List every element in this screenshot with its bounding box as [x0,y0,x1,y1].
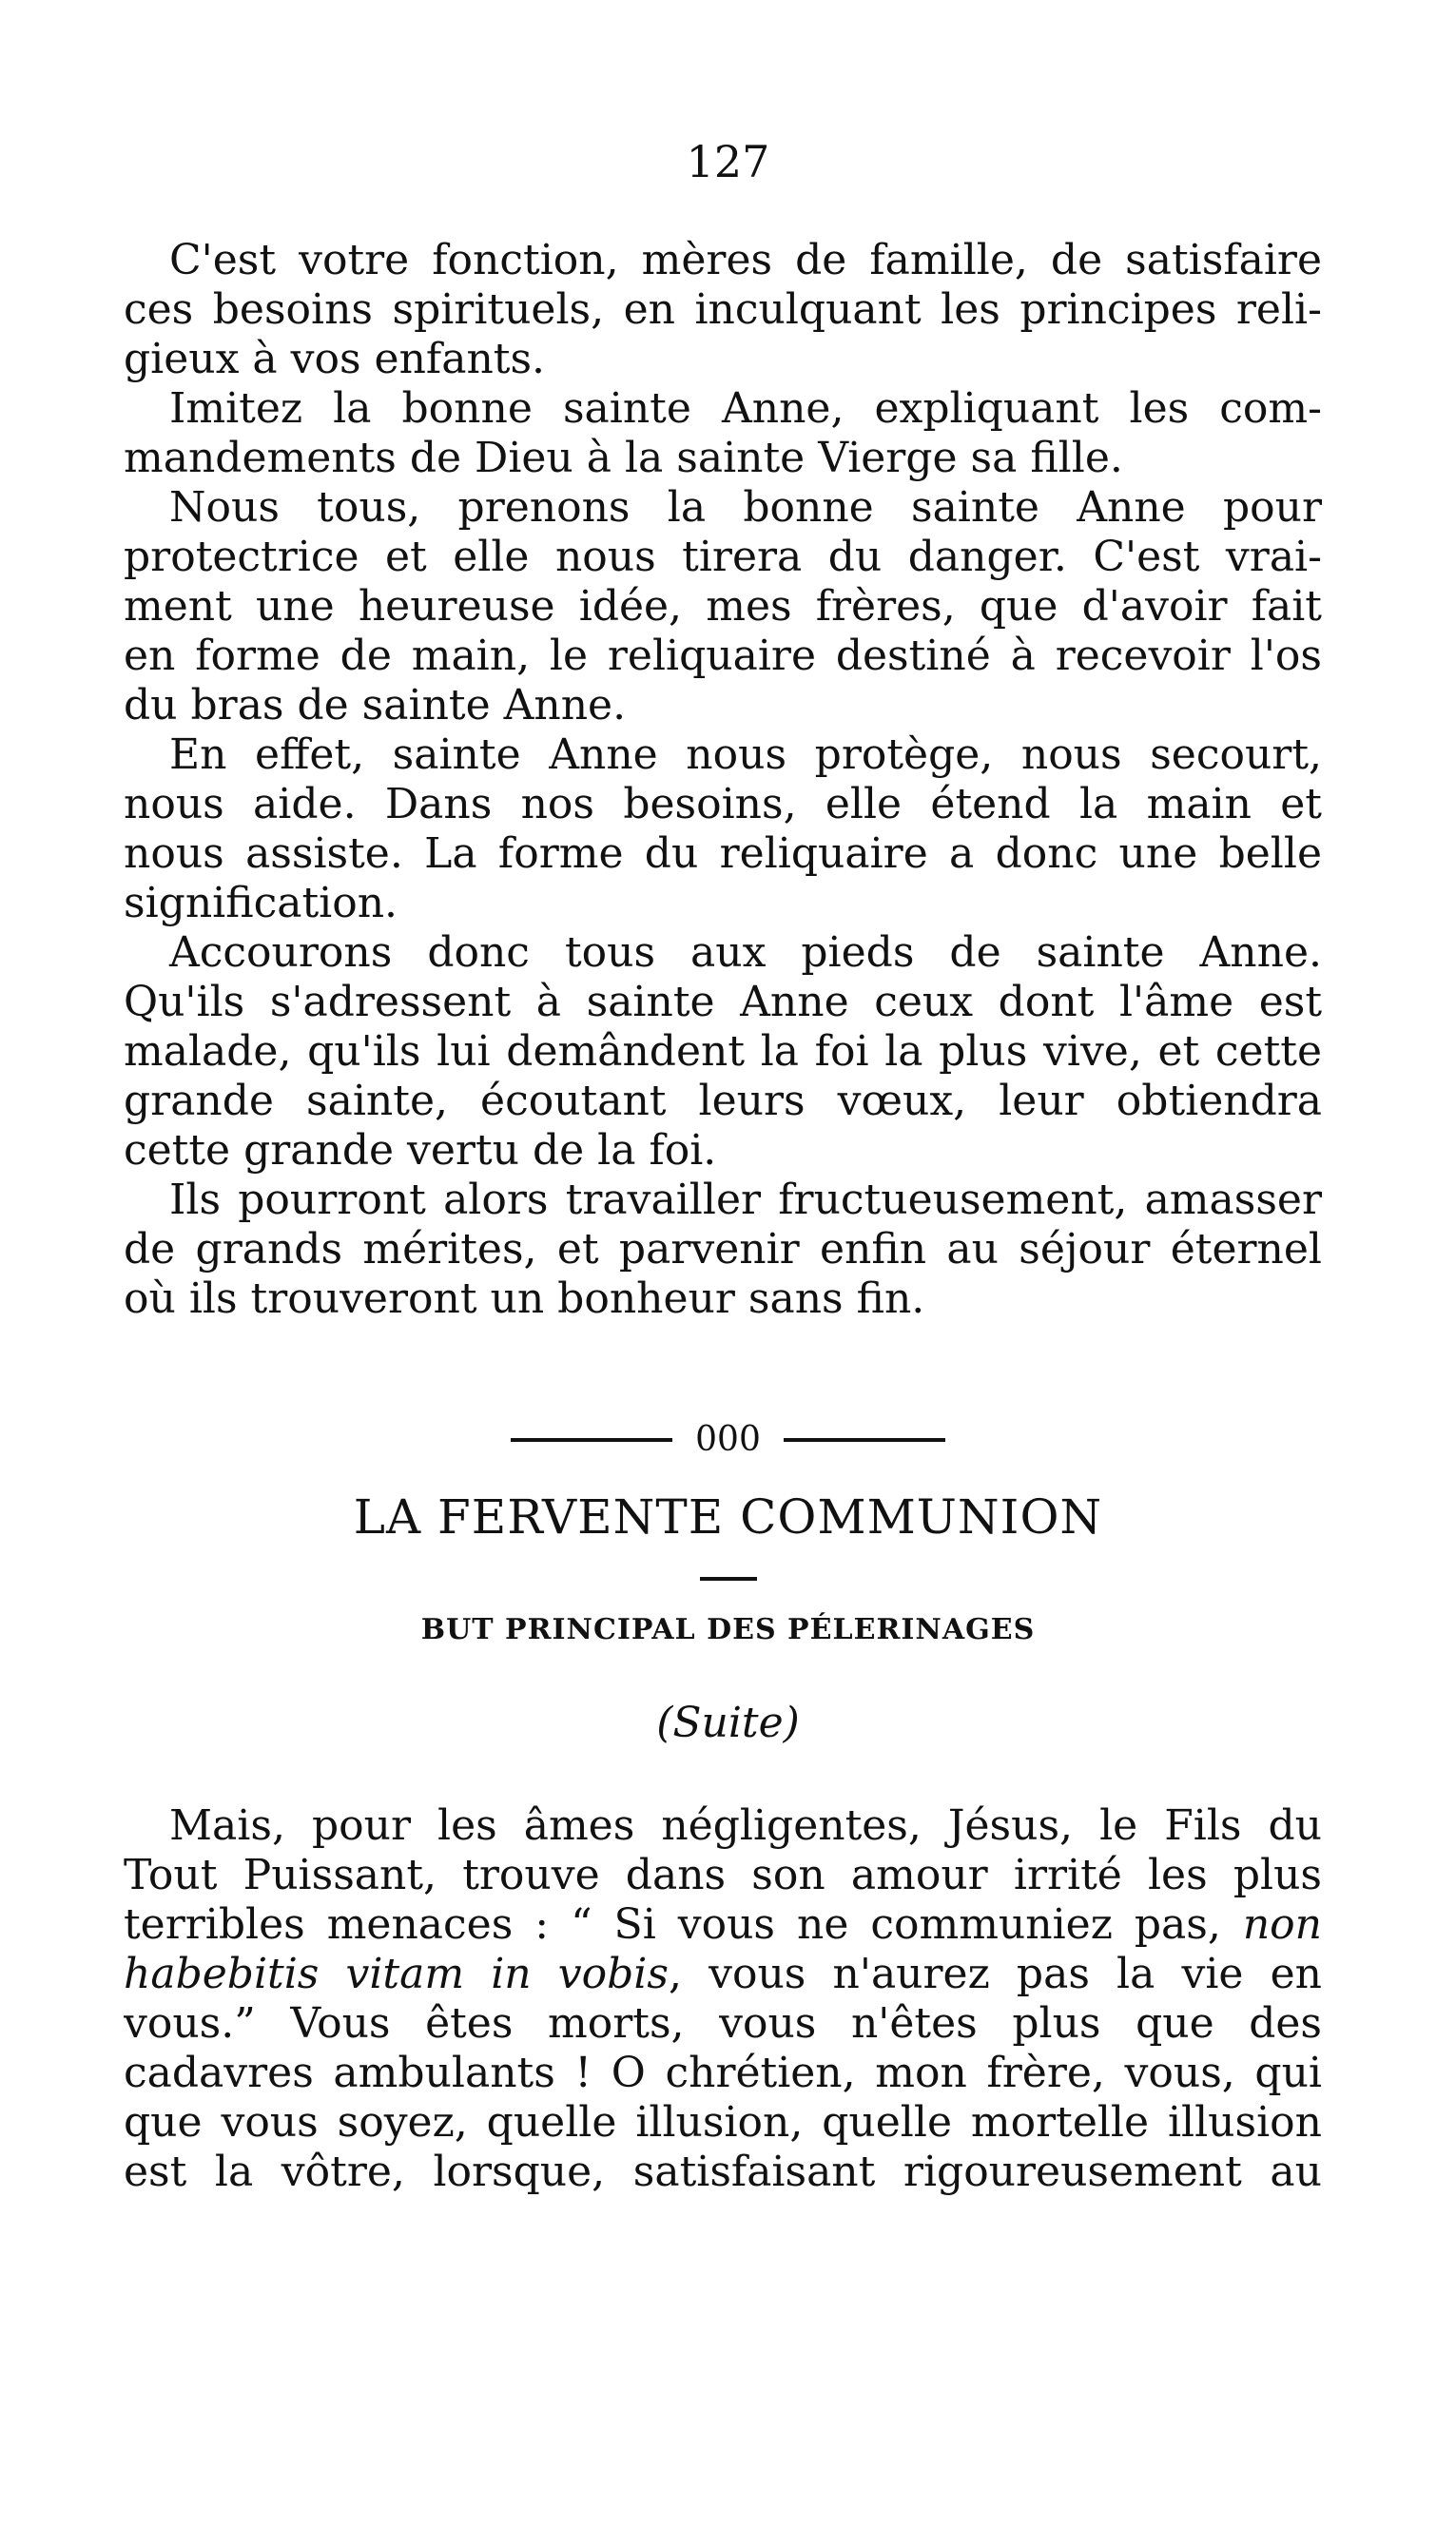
text-line: mandements de Dieu à la sainte Vierge sa fille. [124,434,1123,482]
text-line: est la vôtre, lorsque, satisfaisant rigoureusement au [124,2148,1322,2196]
text-line: que vous soyez, quelle illusion, quelle mortelle illusion [124,2098,1322,2147]
text-line: protectrice et elle nous tirera du danger. C'est vrai- [124,533,1322,581]
text-line: malade, qu'ils lui demândent la foi la plus vive, et cette [124,1027,1322,1076]
text-line: nous aide. Dans nos besoins, elle étend la main et [124,780,1322,828]
text-line: grande sainte, écoutant leurs vœux, leur obtiendra [124,1077,1322,1125]
text-line: cadavres ambulants ! O chrétien, mon frère, vous, qui [124,2049,1322,2097]
text-line [124,1900,1322,1950]
latin-text: non [1242,1900,1322,1949]
text-line: signification. [124,879,398,927]
separator-ornament: 000 [695,1420,761,1459]
text-line: cette grande vertu de la foi. [124,1126,717,1175]
text-line: en forme de main, le reliquaire destiné à recevoir l'os [124,632,1322,680]
text-line: Accourons donc tous aux pieds de sainte Anne. [169,928,1322,977]
text-line: Qu'ils s'adressent à sainte Anne ceux dont l'âme est [124,978,1322,1026]
text-line: ment une heureuse idée, mes frères, que d'avoir fait [124,582,1322,631]
section-title: LA FERVENTE COMMUNION [353,1489,1103,1545]
text-line: gieux à vos enfants. [124,335,546,383]
upper-text-block [124,236,1322,1324]
title-rule [700,1577,757,1581]
text-line: du bras de sainte Anne. [124,681,627,729]
section-subtitle: BUT PRINCIPAL DES PÉLERINAGES [420,1613,1036,1646]
text-line: ces besoins spirituels, en inculquant les principes reli- [124,285,1322,334]
text-line [124,1950,1322,1999]
text-line: C'est votre fonction, mères de famille, de satisfaire [169,236,1322,284]
text-line: Imitez la bonne sainte Anne, expliquant les com- [169,384,1322,433]
text-span: , vous n'aurez pas la vie en [668,1950,1322,1998]
separator-rule-right [784,1438,945,1442]
text-span: terribles menaces : “ Si vous ne communiez pas, [124,1900,1243,1949]
text-line: de grands mérites, et parvenir enfin au séjour éternel [124,1225,1322,1274]
text-line: nous assiste. La forme du reliquaire a donc une belle [124,829,1322,878]
section-separator [0,1415,1456,1465]
text-line: Nous tous, prenons la bonne sainte Anne pour [169,483,1322,532]
text-line: En effet, sainte Anne nous protège, nous secourt, [169,730,1322,779]
text-line: Tout Puissant, trouve dans son amour irrité les plus [124,1851,1322,1899]
latin-text: habebitis vitam in vobis [124,1950,669,1998]
text-line: Ils pourront alors travailler fructueusement, amasser [169,1176,1322,1224]
lower-text-block [124,1801,1322,2197]
text-line: vous.” Vous êtes morts, vous n'êtes plus que des [124,1999,1322,2048]
separator-rule-left [511,1438,672,1442]
section-note: (Suite) [656,1699,800,1747]
page-number: 127 [686,136,770,187]
text-line: Mais, pour les âmes négligentes, Jésus, le Fils du [169,1801,1322,1850]
text-line: où ils trouveront un bonheur sans fin. [124,1274,925,1323]
